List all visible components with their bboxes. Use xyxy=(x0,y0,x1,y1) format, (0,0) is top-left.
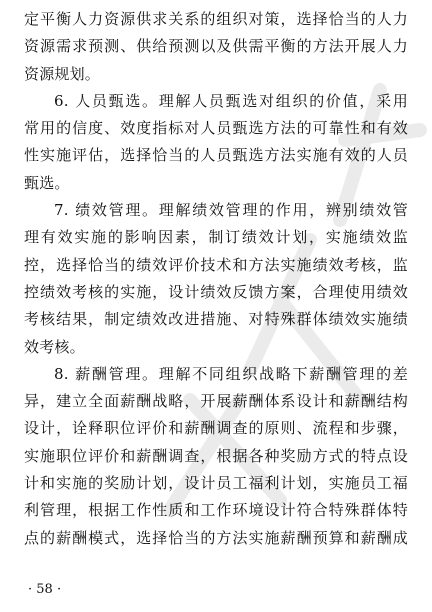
text-line: 常用的信度、效度指标对人员甄选方法的可靠性和有效 xyxy=(24,119,408,138)
text-line: 性实施评估，选择恰当的人员甄选方法实施有效的人员 xyxy=(24,146,408,165)
text-line: 甄选。 xyxy=(24,173,70,192)
section-heading-line: 6. 人员甄选。理解人员甄选对组织的价值，采用 xyxy=(54,91,408,110)
text-line: 定平衡人力资源供求关系的组织对策，选择恰当的人力 xyxy=(24,10,408,28)
text-line: 控，选择恰当的绩效评价技术和方法实施绩效考核，监 xyxy=(24,255,408,274)
text-line: 理有效实施的影响因素，制订绩效计划，实施绩效监 xyxy=(24,228,408,247)
text-line: 考核结果，制定绩效改进措施、对特殊群体绩效实施绩 xyxy=(24,310,408,329)
text-line: 资源需求预测、供给预测以及供需平衡的方法开展人力 xyxy=(24,37,408,56)
text-line: 计和实施的奖励计划，设计员工福利计划，实施员工福 xyxy=(24,474,408,493)
text-line: 效考核。 xyxy=(24,337,85,356)
text-line: 点的薪酬模式，选择恰当的方法实施薪酬预算和薪酬成 xyxy=(24,528,408,547)
section-heading-line: 8. 薪酬管理。理解不同组织战略下薪酬管理的差 xyxy=(54,364,408,383)
body-text xyxy=(24,6,408,552)
text-line: 异，建立全面薪酬战略，开展薪酬体系设计和薪酬结构 xyxy=(24,392,408,411)
text-line: 资源规划。 xyxy=(24,64,101,83)
text-line: 控绩效考核的实施，设计绩效反馈方案，合理使用绩效 xyxy=(24,282,408,301)
section-heading-line: 7. 绩效管理。理解绩效管理的作用，辨别绩效管 xyxy=(54,201,408,220)
text-line: 设计，诠释职位评价和薪酬调查的原则、流程和步骤， xyxy=(24,419,408,438)
text-line: 利管理，根据工作性质和工作环境设计符合特殊群体特 xyxy=(24,501,408,520)
page-number: · 58 · xyxy=(28,582,62,597)
text-line: 实施职位评价和薪酬调查，根据各种奖励方式的特点设 xyxy=(24,446,408,465)
